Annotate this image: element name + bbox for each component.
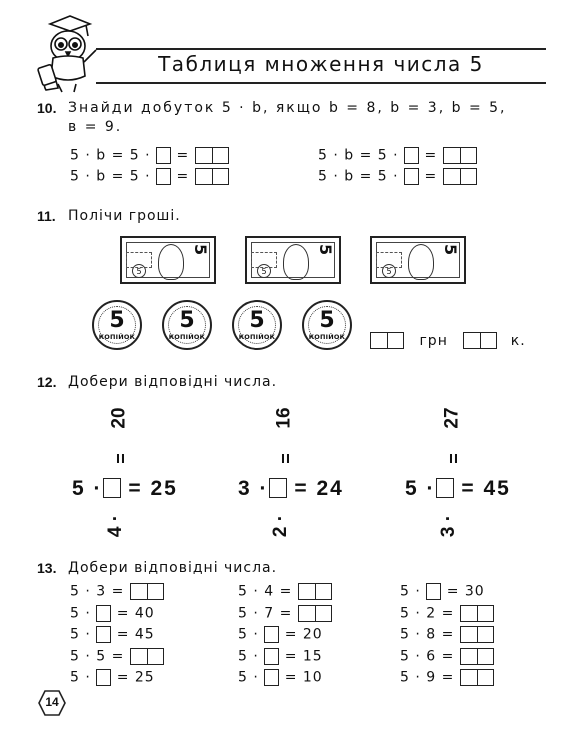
equation-row: 5 · = 25	[70, 669, 155, 686]
candidate-number[interactable]: 16	[273, 407, 295, 429]
multiplication-equation: 3 · = 24	[238, 477, 344, 500]
factor-box[interactable]	[269, 478, 287, 498]
money-answer-row: грн к.	[370, 332, 526, 349]
equation-row: 5 · 9 =	[400, 669, 494, 686]
task-text-continued: в = 9.	[68, 119, 123, 135]
factor-box[interactable]	[436, 478, 454, 498]
equation-row: 5 · = 10	[238, 669, 323, 686]
task-text: Знайди добуток 5 · b, якщо b = 8, b = 3, b = 5,	[68, 100, 507, 116]
banknote-5-hryvnia: 5 5	[245, 236, 341, 284]
candidate-expression[interactable]: 4 ·	[105, 514, 127, 538]
factor-box[interactable]	[264, 648, 279, 665]
answer-box[interactable]	[298, 583, 332, 600]
equation-row: 5 · 5 =	[70, 648, 164, 665]
equation-row: 5 · 2 =	[400, 605, 494, 622]
factor-box[interactable]	[426, 583, 441, 600]
task-number: 13.	[37, 560, 57, 576]
equation-row: 5 · b = 5 · =	[70, 168, 229, 185]
multiplication-equation: 5 · = 25	[72, 477, 178, 500]
vertical-equals-sign: =	[274, 453, 295, 464]
factor-box[interactable]	[96, 605, 111, 622]
equation-row: 5 · b = 5 · =	[318, 168, 477, 185]
banknote-5-hryvnia: 5 5	[120, 236, 216, 284]
answer-box[interactable]	[195, 168, 229, 185]
factor-box[interactable]	[264, 626, 279, 643]
answer-box[interactable]	[443, 147, 477, 164]
equation-row: 5 · = 30	[400, 583, 485, 600]
task-number: 10.	[37, 100, 57, 116]
page-title: Таблиця множення числа 5	[158, 52, 484, 76]
equation-row: 5 · b = 5 · =	[318, 147, 477, 164]
coin-5-kopecks: 5 КОПІЙОК	[232, 300, 282, 350]
vertical-equals-sign: =	[109, 453, 130, 464]
answer-box[interactable]	[460, 626, 494, 643]
task-text: Добери відповідні числа.	[68, 560, 278, 576]
candidate-number[interactable]: 20	[108, 407, 130, 429]
equation-row: 5 · = 20	[238, 626, 323, 643]
candidate-expression[interactable]: 3 ·	[438, 514, 460, 538]
equation-row: 5 · 3 =	[70, 583, 164, 600]
page-number-badge	[38, 690, 66, 716]
answer-box[interactable]	[460, 648, 494, 665]
factor-box[interactable]	[404, 147, 419, 164]
equation-row: 5 · 7 =	[238, 605, 332, 622]
candidate-expression[interactable]: 2 ·	[270, 514, 292, 538]
answer-box[interactable]	[460, 669, 494, 686]
coin-5-kopecks: 5 КОПІЙОК	[92, 300, 142, 350]
factor-box[interactable]	[103, 478, 121, 498]
equation-row: 5 · = 45	[70, 626, 155, 643]
factor-box[interactable]	[264, 669, 279, 686]
answer-box[interactable]	[443, 168, 477, 185]
equation-row: 5 · 4 =	[238, 583, 332, 600]
factor-box[interactable]	[96, 669, 111, 686]
answer-box[interactable]	[298, 605, 332, 622]
equation-row: 5 · = 40	[70, 605, 155, 621]
factor-box[interactable]	[156, 147, 171, 164]
hryvnia-answer-box[interactable]	[370, 332, 404, 349]
factor-box[interactable]	[156, 168, 171, 185]
task-number: 11.	[37, 208, 56, 224]
answer-box[interactable]	[130, 648, 164, 665]
equation-row: 5 · = 15	[238, 648, 323, 664]
equation-row: 5 · 6 =	[400, 648, 494, 665]
factor-box[interactable]	[96, 626, 111, 643]
answer-box[interactable]	[130, 583, 164, 600]
owl-scholar-icon	[36, 14, 100, 94]
coin-5-kopecks: 5 КОПІЙОК	[302, 300, 352, 350]
candidate-number[interactable]: 27	[441, 407, 463, 429]
page-number: 14	[45, 695, 59, 709]
answer-box[interactable]	[460, 605, 494, 622]
answer-box[interactable]	[195, 147, 229, 164]
kopeck-answer-box[interactable]	[463, 332, 497, 349]
task-text: Добери відповідні числа.	[68, 374, 278, 390]
equation-row: 5 · b = 5 · =	[70, 147, 229, 164]
coin-5-kopecks: 5 КОПІЙОК	[162, 300, 212, 350]
task-number: 12.	[37, 374, 57, 390]
equation-row: 5 · 8 =	[400, 626, 494, 643]
task-text: Полічи гроші.	[68, 208, 181, 224]
banknote-5-hryvnia: 5 5	[370, 236, 466, 284]
multiplication-equation: 5 · = 45	[405, 477, 511, 500]
factor-box[interactable]	[404, 168, 419, 185]
vertical-equals-sign: =	[442, 453, 463, 464]
